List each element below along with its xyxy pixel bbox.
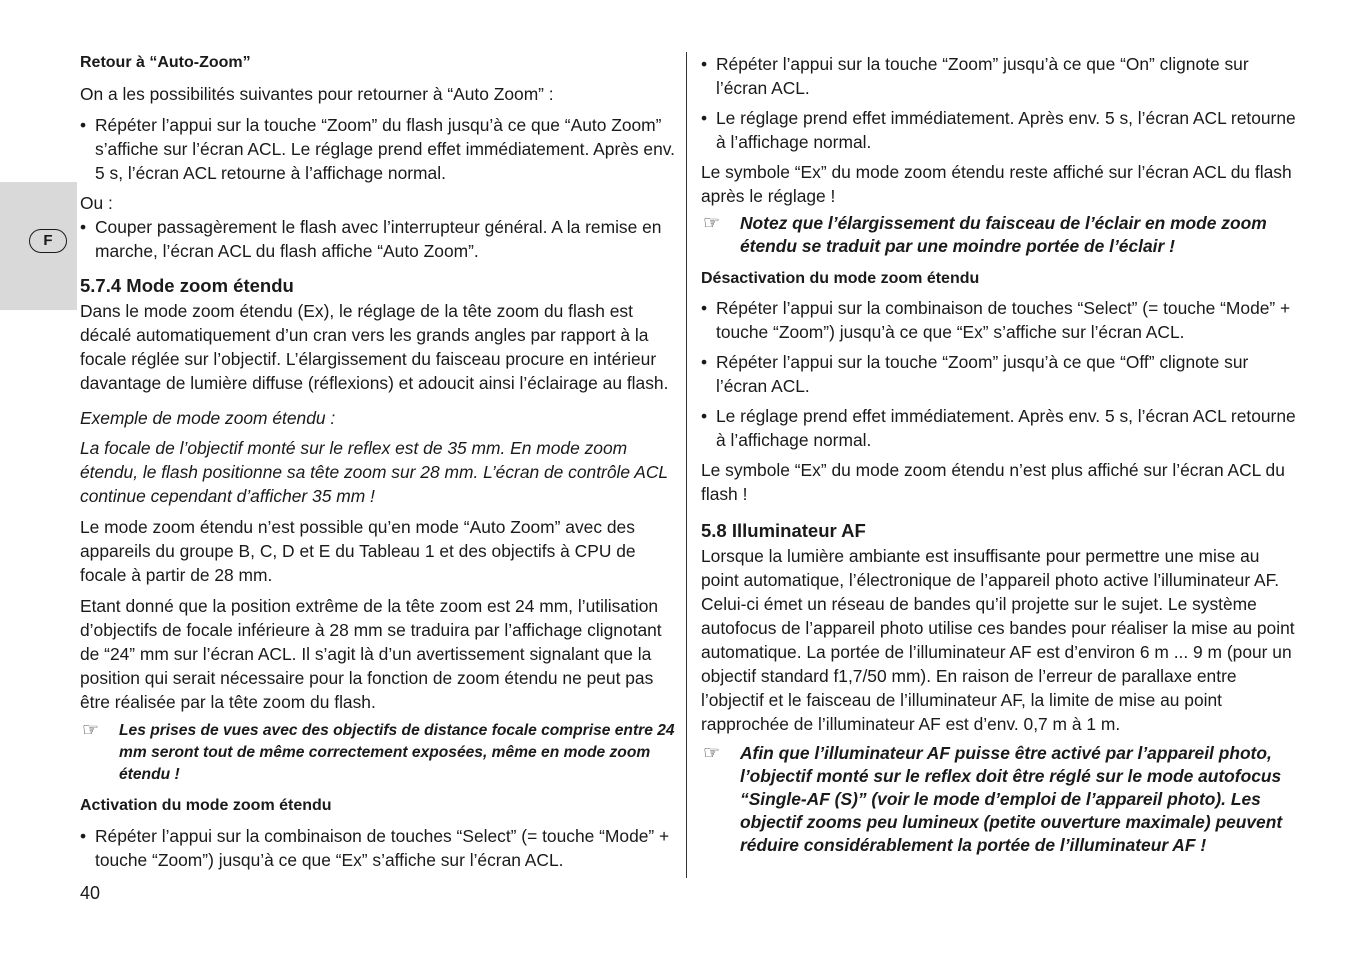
example-text: La focale de l’objectif monté sur le reflex est de 35 mm. En mode zoom étendu, le flash positionne sa tête zoom sur 28 mm. L’écran de contrôle ACL continue cependant d’afficher 35 mm ! bbox=[80, 438, 668, 506]
note-exposure-text: Les prises de vues avec des objectifs de distance focale comprise entre 24 mm seront tout de même correctement exposées, même en mode zoom étendu ! bbox=[119, 722, 675, 783]
pointing-hand-icon: ☞ bbox=[703, 213, 721, 234]
section-title-574: 5.7.4 Mode zoom étendu bbox=[80, 275, 294, 296]
retour-bullet-2: • Couper passagèrement le flash avec l’interrupteur général. A la remise en marche, l’écran ACL du flash affiche “Auto Zoom”. bbox=[80, 215, 677, 263]
pointing-hand-icon: ☞ bbox=[703, 743, 721, 764]
extreme-paragraph: Etant donné que la position extrême de la tête zoom est 24 mm, l’utilisation d’objectifs de focale inférieure à 28 mm se traduira par l’affichage clignotant de “24” mm sur l’écran ACL. Il s’agit là d’un avertissement signalant que la position qui serait nécessaire pour la fonction de zoom étendu ne peut pas être réalisée par la tête zoom du flash. bbox=[80, 596, 662, 712]
deactivation-bullet-2: • Répéter l’appui sur la touche “Zoom” jusqu’à ce que “Off” clignote sur l’écran ACL. bbox=[701, 350, 1301, 398]
column-divider bbox=[686, 52, 687, 878]
activation-bullet-1: • Répéter l’appui sur la combinaison de touches “Select” (= touche “Mode” + touche “Zoom”) jusqu’à ce que “Ex” s’affiche sur l’écran ACL. bbox=[80, 824, 677, 872]
note-af-text: Afin que l’illuminateur AF puisse être activé par l’appareil photo, l’objectif monté sur le reflex doit être réglé sur le mode autofocus “Single-AF (S)” (voir le mode d’emploi de l’appareil photo). Les objectif zooms peu lumineux (petite ouverture maximale) peuvent réduire considérablement la portée de l’illuminateur AF ! bbox=[740, 743, 1283, 855]
activation-bullet-2: • Répéter l’appui sur la touche “Zoom” jusqu’à ce que “On” clignote sur l’écran ACL. bbox=[701, 52, 1301, 100]
page-number: 40 bbox=[80, 883, 101, 903]
deactivation-result: Le symbole “Ex” du mode zoom étendu n’est plus affiché sur l’écran ACL du flash ! bbox=[701, 460, 1285, 504]
note-reach bbox=[701, 212, 1301, 258]
language-badge: F bbox=[29, 229, 67, 253]
retour-heading: Retour à “Auto-Zoom” bbox=[80, 54, 251, 71]
activation-result: Le symbole “Ex” du mode zoom étendu reste affiché sur l’écran ACL du flash après le réglage ! bbox=[701, 162, 1292, 206]
note-exposure bbox=[80, 720, 677, 786]
retour-intro: On a les possibilités suivantes pour retourner à “Auto Zoom” : bbox=[80, 84, 554, 104]
section-58-body: Lorsque la lumière ambiante est insuffisante pour permettre une mise au point automatique, l’électronique de l’appareil photo active l’illuminateur AF. Celui-ci émet un réseau de bandes qu’il projette sur le sujet. Le système autofocus de l’appareil photo utilise ces bandes pour réaliser la mise au point automatique. La portée de l’illuminateur AF est d’environ 6 m ... 9 m (pour un objectif standard f1,7/50 mm). En raison de l’erreur de parallaxe entre l’objectif et le faisceau de l’illuminateur AF, la limite de mise au point rapprochée de l’illuminateur AF est d’env. 0,7 m à 1 m. bbox=[701, 546, 1295, 734]
pointing-hand-icon: ☞ bbox=[82, 720, 100, 741]
left-column bbox=[80, 52, 677, 872]
right-column bbox=[701, 52, 1301, 857]
section-574-body: Dans le mode zoom étendu (Ex), le réglage de la tête zoom du flash est décalé automatiquement d’un cran vers les grands angles par rapport à la focale réglée sur l’objectif. L’élargissement du faisceau procure en intérieur davantage de lumière diffuse (réflexions) et adoucit ainsi l’éclairage au flash. bbox=[80, 301, 669, 393]
deactivation-heading: Désactivation du mode zoom étendu bbox=[701, 270, 980, 287]
section-title-58: 5.8 Illuminateur AF bbox=[701, 520, 866, 541]
retour-bullet-1: • Répéter l’appui sur la touche “Zoom” du flash jusqu’à ce que “Auto Zoom” s’affiche sur l’écran ACL. Le réglage prend effet immédiatement. Après env. 5 s, l’écran ACL retourne à l’affichage normal. bbox=[80, 113, 677, 185]
deactivation-bullet-1: • Répéter l’appui sur la combinaison de touches “Select” (= touche “Mode” + touche “Zoom”) jusqu’à ce que “Ex” s’affiche sur l’écran ACL. bbox=[701, 296, 1301, 344]
activation-heading: Activation du mode zoom étendu bbox=[80, 797, 332, 814]
groups-paragraph: Le mode zoom étendu n’est possible qu’en mode “Auto Zoom” avec des appareils du groupe B, C, D et E du Tableau 1 et des objectifs à CPU de focale à partir de 28 mm. bbox=[80, 517, 636, 585]
deactivation-bullet-3: • Le réglage prend effet immédiatement. Après env. 5 s, l’écran ACL retourne à l’affichage normal. bbox=[701, 404, 1301, 452]
note-af-illuminator bbox=[701, 742, 1301, 857]
activation-bullet-3: • Le réglage prend effet immédiatement. Après env. 5 s, l’écran ACL retourne à l’affichage normal. bbox=[701, 106, 1301, 154]
note-reach-text: Notez que l’élargissement du faisceau de l’éclair en mode zoom étendu se traduit par une moindre portée de l’éclair ! bbox=[740, 213, 1267, 256]
example-label: Exemple de mode zoom étendu : bbox=[80, 408, 336, 428]
ou-text: Ou : bbox=[80, 193, 113, 213]
